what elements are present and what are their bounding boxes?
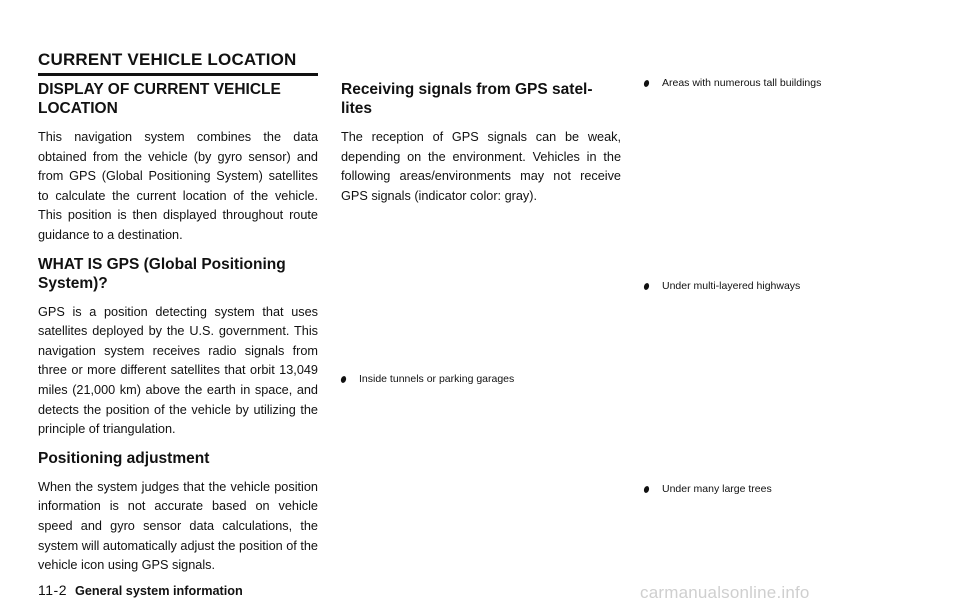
bullet-icon	[643, 282, 650, 290]
page-footer	[38, 582, 243, 598]
list-item	[341, 373, 514, 386]
heading-receiving-signals: Receiving signals from GPS satel-lites	[341, 81, 593, 117]
heading-display-location: DISPLAY OF CURRENT VEHICLE LOCATION	[38, 81, 281, 117]
paragraph-display-location: This navigation system combines the data obtained from the vehicle (by gyro sensor) and from GPS (Global Positioning System) satellites to calculate the current location of the vehicle. This position is then displayed throughout route guidance to a destination.	[38, 130, 318, 242]
heading-what-is-gps: WHAT IS GPS (Global Positioning System)?	[38, 255, 286, 292]
bullet-icon	[643, 485, 650, 493]
bullet-icon	[643, 79, 650, 87]
paragraph-positioning-adjustment: When the system judges that the vehicle position information is not accurate based on vehicle speed and gyro sensor data calculations, the system will automatically adjust the position of the vehicle icon using GPS signals.	[38, 479, 318, 573]
section-title: CURRENT VEHICLE LOCATION	[38, 50, 297, 69]
page-number: 11-2	[38, 582, 67, 598]
list-item	[644, 77, 821, 90]
bullet-icon	[340, 375, 347, 383]
paragraph-receiving-signals: The reception of GPS signals can be weak, depending on the environment. Vehicles in the following areas/environments may not receive GPS signals (indicator color: gray).	[341, 130, 621, 203]
column-1	[38, 80, 318, 585]
list-item-text: Under multi-layered highways	[662, 280, 801, 292]
list-item-text: Inside tunnels or parking garages	[359, 373, 515, 385]
list-item-text: Under many large trees	[662, 483, 772, 495]
heading-positioning-adjustment: Positioning adjustment	[38, 449, 210, 467]
column-2	[341, 80, 621, 206]
chapter-title: General system information	[74, 584, 243, 598]
section-rule	[38, 73, 318, 76]
list-item	[644, 280, 800, 293]
watermark: carmanualsonline.info	[640, 583, 810, 602]
paragraph-what-is-gps: GPS is a position detecting system that uses satellites deployed by the U.S. government. This navigation system receives radio signals from three or more different satellites that orbit 13,049 miles (21,000 km) above the earth in space, and detects the position of the vehicle by utilizing the principle of triangulation.	[38, 304, 318, 437]
list-item-text: Areas with numerous tall buildings	[662, 77, 822, 89]
list-item	[644, 483, 772, 496]
